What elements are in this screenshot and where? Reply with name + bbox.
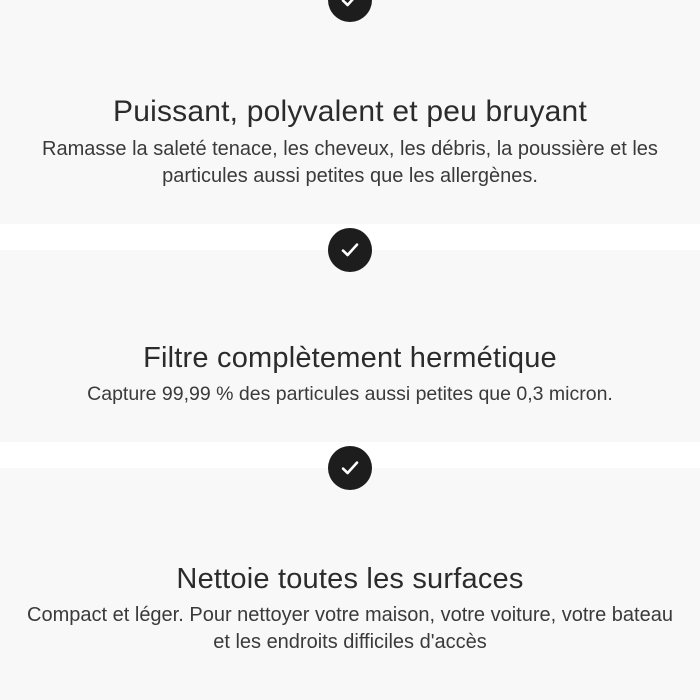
feature-description: Ramasse la saleté tenace, les cheveux, les débris, la poussière et les particules aussi petites que les allergènes. — [42, 137, 658, 187]
feature-description: Compact et léger. Pour nettoyer votre maison, votre voiture, votre bateau et les endroits difficiles d'accès — [27, 604, 673, 654]
check-circle-icon — [328, 446, 372, 490]
feature-title: Puissant, polyvalent et peu bruyant — [113, 95, 587, 128]
feature-block-3 — [0, 468, 700, 700]
feature-title: Filtre complètement hermétique — [143, 342, 557, 374]
check-circle-icon — [328, 228, 372, 272]
feature-block-1 — [0, 0, 700, 224]
feature-title: Nettoie toutes les surfaces — [176, 563, 524, 595]
feature-description: Capture 99,99 % des particules aussi petites que 0,3 micron. — [87, 383, 613, 406]
feature-block-2 — [0, 250, 700, 442]
check-circle-icon — [328, 0, 372, 22]
